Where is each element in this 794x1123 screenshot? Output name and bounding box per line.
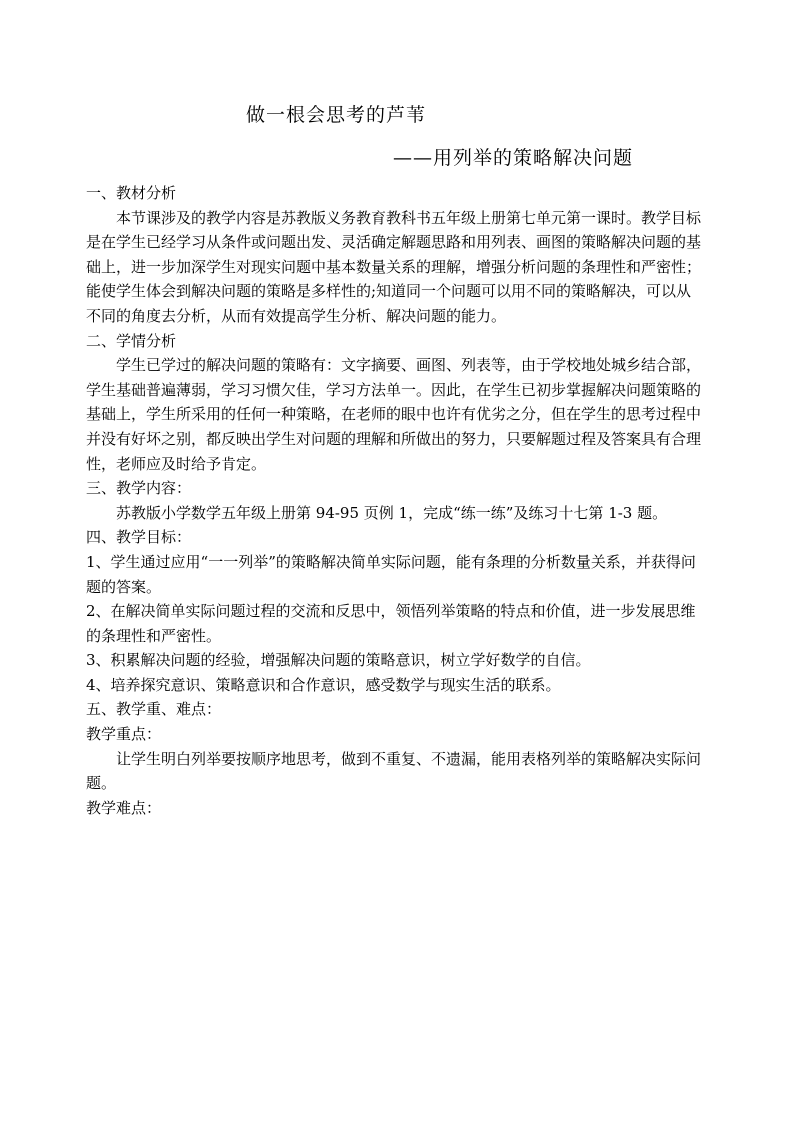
goal-item-1: 1、学生通过应用“一一列举”的策略解决简单实际问题，能有条理的分析数量关系，并获得问题的答案。 [86, 552, 696, 596]
section-paragraph-content: 苏教版小学数学五年级上册第 94-95 页例 1，完成“练一练”及练习十七第 1-3 题。 [116, 503, 668, 522]
section-heading-content: 三、教学内容： [86, 479, 192, 498]
section-heading-key-points: 五、教学重、难点： [86, 700, 222, 719]
difficulty-label: 教学难点： [86, 798, 162, 817]
goal-item-2: 2、在解决简单实际问题过程的交流和反思中，领悟列举策略的特点和价值，进一步发展思维的条理性和严密性。 [86, 602, 696, 645]
section-heading-analysis: 一、教材分析 [86, 184, 177, 202]
section-heading-learner: 二、学情分析 [86, 331, 177, 350]
document-body [86, 181, 702, 820]
section-paragraph-analysis: 本节课涉及的教学内容是苏教版义务教育教科书五年级上册第七单元第一课时。教学目标是在学生已经学习从条件或问题出发、灵活确定解题思路和用列表、画图的策略解决问题的基础上，进一步加深学生对现实问题中基本数量关系的理解，增强分析问题的条理性和严密性；能使学生体会到解决问题的策略是多样性的;知道同一个问题可以用不同的策略解决，可以从不同的角度去分析，从而有效提高学生分析、解决问题的能力。 [86, 208, 702, 325]
section-paragraph-learner: 学生已学过的解决问题的策略有：文字摘要、画图、列表等，由于学校地处城乡结合部，学生基础普遍薄弱，学习习惯欠佳，学习方法单一。因此，在学生已初步掌握解决问题策略的基础上，学生所采用的任何一种策略，在老师的眼中也许有优劣之分，但在学生的思考过程中并没有好坏之别，都反映出学生对问题的理解和所做出的努力，只要解题过程及答案具有合理性，老师应及时给予肯定。 [86, 356, 702, 473]
goal-item-3: 3、积累解决问题的经验，增强解决问题的策略意识，树立学好数学的自信。 [86, 651, 591, 670]
key-point-label: 教学重点： [86, 725, 162, 744]
goal-item-4: 4、培养探究意识、策略意识和合作意识，感受数学与现实生活的联系。 [86, 675, 561, 694]
document-title: 做一根会思考的芦苇 [246, 104, 427, 126]
key-point-paragraph: 让学生明白列举要按顺序地思考，做到不重复、不遗漏，能用表格列举的策略解决实际问题。 [86, 749, 702, 793]
document-subtitle: ——用列举的策略解决问题 [393, 147, 634, 169]
section-heading-goals: 四、教学目标： [86, 528, 192, 547]
